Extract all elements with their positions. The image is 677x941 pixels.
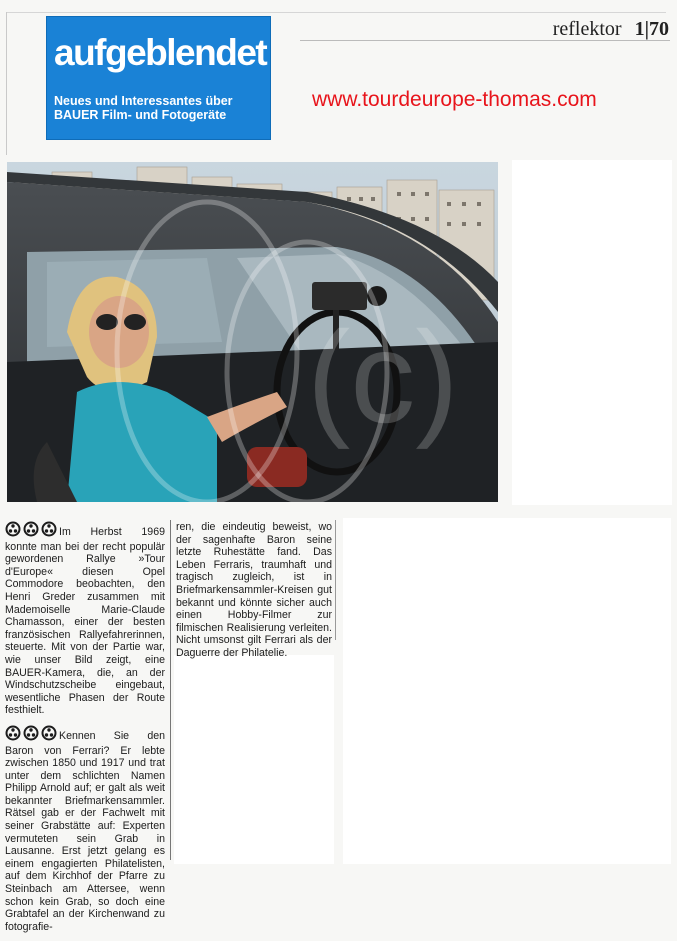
column-divider [170, 520, 171, 860]
film-reel-icons [5, 725, 57, 745]
magazine-name: reflektor [552, 18, 622, 40]
watermark-c: (c) [307, 304, 459, 450]
article-column-2 [176, 521, 332, 668]
photo-illustration [7, 162, 498, 502]
magazine-masthead [553, 18, 669, 41]
paragraph-text: Im Herbst 1969 konnte man bei der recht populär gewordenen Rallye »Tour d'Europe« diesen Opel Commodore beobachten, den Henri Greder zusammen mit Mademoiselle Marie-Claude Chamasson, einer der besten französischen Rallyefahrerinnen, steuerte. Mit von der Partie war, wie unser Bild zeigt, eine BAUER-Kamera, die, an der Windschutzscheibe eingebaut, wesentliche Phasen der Route festhielt. [5, 526, 165, 717]
blank-area [512, 160, 672, 505]
header-subtitle: Neues und Interessantes über BAUER Film- und Fotogeräte [54, 94, 233, 122]
paragraph [5, 521, 165, 717]
top-rule [6, 12, 666, 13]
rally-car-photo [7, 162, 498, 502]
paragraph-text: ren, die eindeutig beweist, wo der sagenhafte Baron seine letzte Ruhestätte fand. Das Leben Ferraris, traumhaft und tragisch zugleich, ist in Briefmarkensammler-Kreisen gut bekannt und könnte sicher auch einen Hobby-Filmer zur filmischen Realisierung verleiten. Nicht umsonst gilt Ferrari als der Daguerre der Philatelie. [176, 521, 332, 659]
film-reel-icons [5, 521, 57, 541]
issue-number: 1|70 [634, 18, 669, 40]
paragraph [5, 725, 165, 934]
watermark-url[interactable]: www.tourdeurope-thomas.com [312, 88, 597, 111]
edge-rule [6, 12, 7, 155]
article-column-1 [5, 521, 165, 941]
blank-area [174, 655, 334, 864]
header-rule [300, 40, 670, 41]
blank-area [343, 518, 671, 864]
column-divider [335, 520, 336, 640]
paragraph-text: Kennen Sie den Baron von Ferrari? Er lebte zwischen 1850 und 1917 und trat unter dem schlichten Namen Philipp Arnold auf; er galt als weit bekannter Briefmarkensammler. Rätsel gab er der Fachwelt mit seiner Grabstätte auf: Experten vermuteten sein Grab in Lausanne. Erst jetzt gelang es einem engagierten Philatelisten, auf dem Kirchhof der Pfarre zu Steinbach am Attersee, wenn schon kein Grab, so doch eine Grabtafel an der Kirchenwand zu fotografie- [5, 729, 165, 933]
header-box [46, 16, 271, 140]
header-title: aufgeblendet [54, 32, 267, 73]
